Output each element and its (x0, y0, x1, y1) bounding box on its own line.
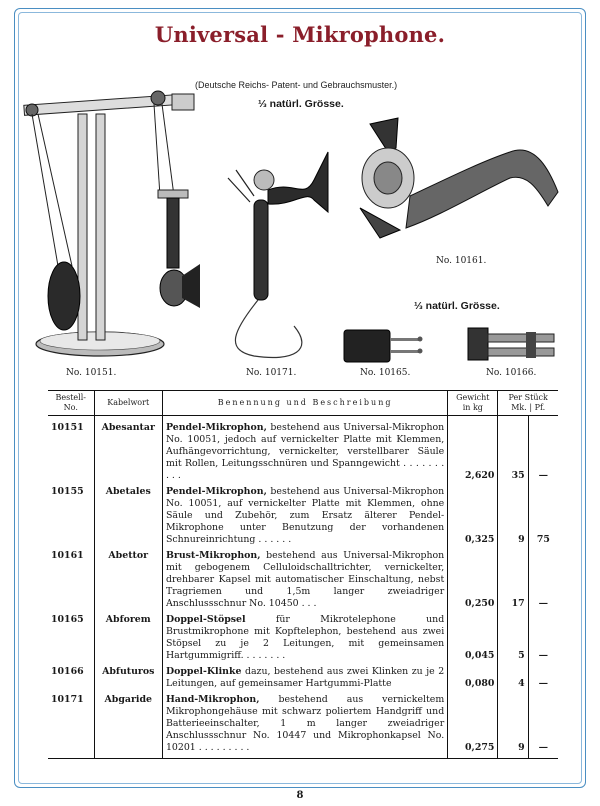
cable-word: Abettor (94, 550, 162, 614)
order-no: 10155 (51, 486, 84, 497)
illustration-10171 (214, 140, 334, 362)
description (162, 694, 447, 759)
caption-10151: No. 10151. (66, 368, 117, 378)
illustration-10166 (466, 326, 558, 364)
product-description: bestehend aus Universal-Mikrophon mit gebogenem Celluloidschalltrichter, vernickelter, drehbarer Kapsel mit automatischer Einschaltung, nebst Tragriemen und 1,5m langer zweiadriger Anschlussschnur No. 10450 . . . (165, 550, 445, 609)
table-row (48, 416, 558, 487)
caption-10161: No. 10161. (436, 256, 487, 266)
scale-note-top: ⅓ natürl. Grösse. (258, 98, 344, 110)
weight: 0,080 (448, 666, 498, 694)
price-mark: 9 (498, 694, 528, 759)
cable-word: Abfuturos (94, 666, 162, 694)
product-description: dazu, bestehend aus zwei Klinken zu je 2 Leitungen, auf gemeinsamer Hartgummi-Platte (165, 666, 445, 689)
price-mark: 5 (498, 614, 528, 666)
cable-word: Abetales (94, 486, 162, 550)
product-name: Doppel-Klinke (165, 666, 242, 677)
header-order-no: Bestell- No. (48, 391, 94, 416)
table-row (48, 550, 558, 614)
header-price: Per Stück Mk. | Pf. (498, 391, 558, 416)
weight: 0,325 (448, 486, 498, 550)
product-name: Pendel-Mikrophon, (165, 422, 267, 433)
price-pfennig: — (528, 694, 558, 759)
weight: 0,250 (448, 550, 498, 614)
weight: 0,275 (448, 694, 498, 759)
caption-10171: No. 10171. (246, 368, 297, 378)
description (162, 486, 447, 550)
description (162, 550, 447, 614)
price-mark: 9 (498, 486, 528, 550)
patent-note: (Deutsche Reichs- Patent- und Gebrauchsmuster.) (195, 80, 398, 90)
cable-word: Abgaride (94, 694, 162, 759)
weight: 2,620 (448, 416, 498, 487)
caption-10165: No. 10165. (360, 368, 411, 378)
table-header-row (48, 391, 558, 416)
product-name: Pendel-Mikrophon, (165, 486, 267, 497)
price-pfennig: — (528, 416, 558, 487)
product-description: bestehend aus vernickeltem Mikrophongehäuse mit schwarz poliertem Handgriff und Batterieeinschalter, 1 m langer zweiadriger Anschlussschnur No. 10447 und Mikrophonkapsel No. 10201 . . . . . . . . . (165, 694, 445, 753)
catalogue-table (48, 390, 558, 759)
header-cable-word: Kabelwort (94, 391, 162, 416)
table-row (48, 486, 558, 550)
product-description: für Mikrotelephone und Brustmikrophone mit Kopftelephon, bestehend aus zwei Stöpsel zu je 2 Leitungen, mit gemeinsamen Hartgummigriff. . . . . . . . (165, 614, 445, 661)
price-pfennig: — (528, 550, 558, 614)
price-pfennig: 75 (528, 486, 558, 550)
order-no: 10171 (48, 694, 94, 759)
caption-10166: No. 10166. (486, 368, 537, 378)
price-mark: 17 (498, 550, 528, 614)
header-description: Benennung und Beschreibung (162, 391, 447, 416)
order-no: 10151 (51, 422, 84, 433)
header-weight: Gewicht in kg (448, 391, 498, 416)
order-no: 10161 (51, 550, 84, 561)
order-no: 10166 (51, 666, 84, 677)
illustration-10161 (340, 112, 560, 252)
price-mark: 4 (498, 666, 528, 694)
page-number: 8 (296, 790, 304, 801)
product-name: Doppel-Stöpsel (165, 614, 246, 625)
product-description: bestehend aus Universal-Mikrophon No. 10051, auf vernickelter Platte mit Klemmen, ohne Säule und Zubehör, zum Ersatz älterer Pendel-Mikrophone unter Benutzung der vorhandenen Schnureinrichtung . . . . . . (165, 486, 445, 545)
product-name: Hand-Mikrophon, (165, 694, 260, 705)
table-row (48, 666, 558, 694)
description (162, 614, 447, 666)
description (162, 416, 447, 487)
cable-word: Abesantar (94, 416, 162, 487)
illustration-10151 (22, 86, 202, 366)
price-pfennig: — (528, 614, 558, 666)
weight: 0,045 (448, 614, 498, 666)
table-row (48, 694, 558, 759)
scale-note-right: ⅓ natürl. Grösse. (414, 300, 500, 312)
cable-word: Abforem (94, 614, 162, 666)
product-name: Brust-Mikrophon, (165, 550, 261, 561)
illustration-10165 (342, 326, 424, 366)
table-row (48, 614, 558, 666)
product-description: bestehend aus Universal-Mikrophon No. 10051, jedoch auf vernickelter Platte mit Klemmen, Aufhängevorrichtung, vernickelter, verstellbarer Säule mit Rollen, Leitungsschnüren und Spanngewicht . . . . . . . . . . (165, 422, 445, 481)
price-mark: 35 (498, 416, 528, 487)
price-pfennig: — (528, 666, 558, 694)
order-no: 10165 (51, 614, 84, 625)
page-title: Universal - Mikrophone. (154, 22, 446, 47)
description (162, 666, 447, 694)
